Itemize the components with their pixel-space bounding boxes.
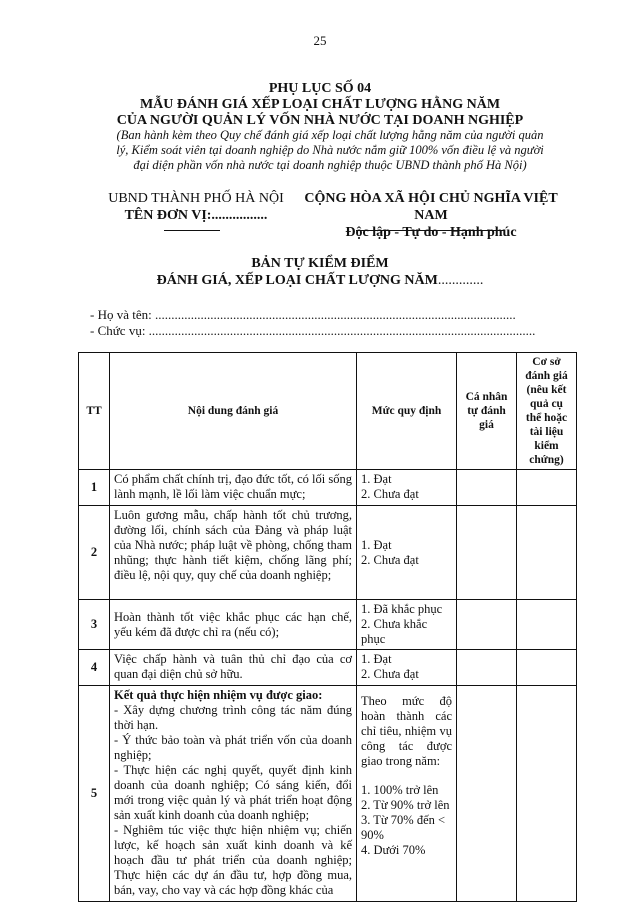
level-option: 2. Chưa đạt bbox=[361, 487, 419, 501]
note-line-1: (Ban hành kèm theo Quy chế đánh giá xếp loại chất lượng hằng năm của người quản bbox=[116, 128, 544, 142]
header-basis: Cơ sở đánh giá (nêu kết quả cụ thể hoặc tài liệu kiểm chứng) bbox=[517, 353, 577, 470]
issuance-note bbox=[100, 128, 560, 173]
row-level bbox=[357, 600, 457, 650]
row5-item: - Xây dựng chương trình công tác năm đúng thời hạn. bbox=[114, 703, 352, 732]
table-row bbox=[79, 506, 577, 600]
level-intro: Theo mức độ hoàn thành các chỉ tiêu, nhiệm vụ công tác được giao trong năm: bbox=[361, 694, 452, 768]
row-content: Hoàn thành tốt việc khắc phục các hạn chế, yếu kém đã được chỉ ra (nếu có); bbox=[110, 600, 357, 650]
level-option: 1. 100% trở lên bbox=[361, 783, 439, 797]
report-title-1: BẢN TỰ KIỂM ĐIỂM bbox=[251, 256, 389, 271]
level-option: 1. Đạt bbox=[361, 652, 392, 666]
self-assessment-cell[interactable] bbox=[457, 600, 517, 650]
level-option: 3. Từ 70% đến < 90% bbox=[361, 813, 446, 842]
level-option: 1. Đã khắc phục bbox=[361, 602, 443, 616]
level-option: 1. Đạt bbox=[361, 472, 392, 486]
name-field[interactable]: - Họ và tên: ............................................................................................................... bbox=[90, 307, 516, 322]
self-assessment-cell[interactable] bbox=[457, 686, 517, 902]
note-line-3: đại diện phần vốn nhà nước tại doanh nghiệp thuộc UBND thành phố Hà Nội) bbox=[133, 158, 527, 172]
basis-cell[interactable] bbox=[517, 600, 577, 650]
basis-cell[interactable] bbox=[517, 650, 577, 686]
row-number: 3 bbox=[79, 600, 110, 650]
row-content bbox=[110, 686, 357, 902]
table-row bbox=[79, 470, 577, 506]
row-number: 1 bbox=[79, 470, 110, 506]
nation-motto: Độc lập - Tự do - Hạnh phúc bbox=[345, 225, 517, 240]
row5-item: - Ý thức bảo toàn và phát triển vốn của doanh nghiệp; bbox=[114, 733, 352, 762]
org-underline bbox=[164, 230, 220, 231]
level-option: 2. Từ 90% trở lên bbox=[361, 798, 450, 812]
evaluation-table bbox=[78, 352, 577, 902]
table-row bbox=[79, 600, 577, 650]
report-year-dots: ............. bbox=[437, 273, 484, 288]
header-level: Mức quy định bbox=[357, 353, 457, 470]
nation-name: CỘNG HÒA XÃ HỘI CHỦ NGHĨA VIỆT NAM bbox=[304, 191, 558, 223]
level-option: 1. Đạt bbox=[361, 537, 392, 552]
row-level bbox=[357, 686, 457, 902]
row5-item: - Nghiêm túc việc thực hiện nhiệm vụ; chiến lược, kế hoạch sản xuất kinh doanh và kế hoạch đầu tư phát triển của doanh nghiệp; Thực hiện các dự án đầu tư, hợp đồng mua, bán, vay, cho vay và các hợp đồng khác của bbox=[114, 823, 352, 897]
basis-cell[interactable] bbox=[517, 686, 577, 902]
row-number: 5 bbox=[79, 686, 110, 902]
self-assessment-cell[interactable] bbox=[457, 470, 517, 506]
level-option: 2. Chưa đạt bbox=[361, 667, 419, 681]
org-header bbox=[96, 190, 296, 224]
header-tt: TT bbox=[79, 353, 110, 470]
row-content: Có phẩm chất chính trị, đạo đức tốt, có lối sống lành mạnh, lề lối làm việc chuẩn mực; bbox=[110, 470, 357, 506]
report-title-2-text: ĐÁNH GIÁ, XẾP LOẠI CHẤT LƯỢNG NĂM bbox=[156, 273, 438, 288]
row-level bbox=[357, 470, 457, 506]
level-option: 4. Dưới 70% bbox=[361, 843, 426, 857]
row-level bbox=[357, 506, 457, 600]
self-assessment-cell[interactable] bbox=[457, 650, 517, 686]
table-row bbox=[79, 686, 577, 902]
report-title bbox=[90, 255, 550, 289]
basis-cell[interactable] bbox=[517, 470, 577, 506]
note-line-2: lý, Kiểm soát viên tại doanh nghiệp do Nhà nước nắm giữ 100% vốn điều lệ và người bbox=[116, 143, 544, 157]
row-content: Luôn gương mẫu, chấp hành tốt chủ trương, đường lối, chính sách của Đảng và pháp luật của Nhà nước; pháp luật về phòng, chống tham nhũng; thực hành tiết kiệm, chống lãng phí; điều lệ, nội quy, quy chế của doanh nghiệp; bbox=[110, 506, 357, 600]
appendix-title: PHỤ LỤC SỐ 04 bbox=[268, 81, 372, 96]
header-content: Nội dung đánh giá bbox=[110, 353, 357, 470]
position-field[interactable]: - Chức vụ: ....................................................................................................................... bbox=[90, 323, 536, 338]
form-title-line1: MẪU ĐÁNH GIÁ XẾP LOẠI CHẤT LƯỢNG HẰNG NĂM bbox=[139, 97, 501, 112]
org-unit: TÊN ĐƠN VỊ:................ bbox=[124, 208, 268, 223]
form-title-line2: CỦA NGƯỜI QUẢN LÝ VỐN NHÀ NƯỚC TẠI DOANH NGHIỆP bbox=[116, 113, 524, 128]
row-level bbox=[357, 650, 457, 686]
level-option: 2. Chưa đạt bbox=[361, 552, 419, 567]
org-city: UBND THÀNH PHỐ HÀ NỘI bbox=[108, 191, 284, 206]
row5-item: - Thực hiện các nghị quyết, quyết định kinh doanh của doanh nghiệp; Có sáng kiến, đổi mới trong việc quản lý và phát triển hoạt động sản xuất kinh doanh của doanh nghiệp; bbox=[114, 763, 352, 822]
table-header-row bbox=[79, 353, 577, 470]
nation-header bbox=[296, 190, 566, 241]
level-option: 2. Chưa khắc phục bbox=[361, 617, 428, 646]
row-content: Việc chấp hành và tuân thủ chỉ đạo của cơ quan đại diện chủ sở hữu. bbox=[110, 650, 357, 686]
report-title-2 bbox=[90, 272, 550, 289]
row-number: 4 bbox=[79, 650, 110, 686]
row-number: 2 bbox=[79, 506, 110, 600]
table-row bbox=[79, 650, 577, 686]
page-number: 25 bbox=[313, 33, 327, 48]
basis-cell[interactable] bbox=[517, 506, 577, 600]
motto-underline bbox=[356, 230, 504, 231]
row5-heading: Kết quả thực hiện nhiệm vụ được giao: bbox=[114, 688, 323, 702]
header-self-assessment: Cá nhân tự đánh giá bbox=[457, 353, 517, 470]
self-assessment-cell[interactable] bbox=[457, 506, 517, 600]
